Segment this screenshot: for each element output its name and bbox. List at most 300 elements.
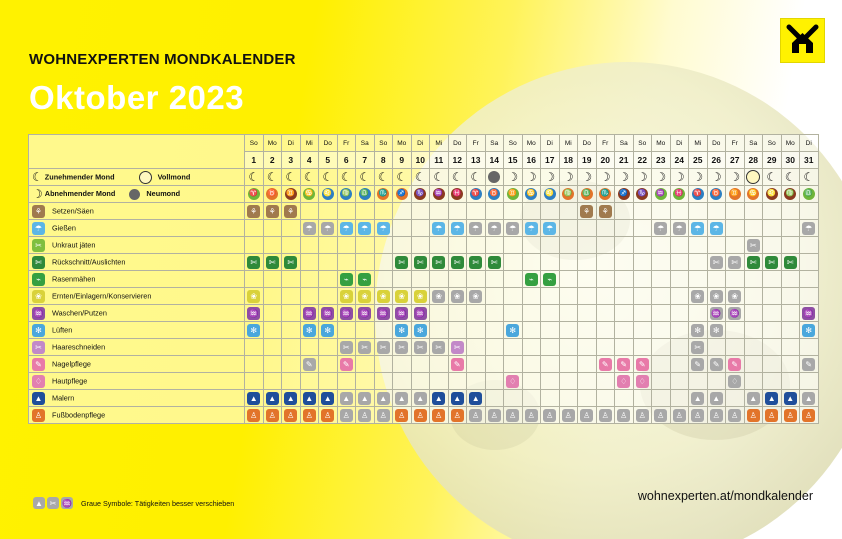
- activity-day-cell: [744, 305, 763, 322]
- activity-postpone-icon: ❀: [469, 290, 482, 303]
- activity-postpone-icon: ✻: [710, 324, 723, 337]
- activity-postpone-icon: ☂: [488, 222, 501, 235]
- weekday-cell: Mo: [393, 135, 412, 152]
- activity-postpone-icon: ❀: [710, 290, 723, 303]
- zodiac-cell: [485, 186, 504, 203]
- activity-day-cell: [356, 339, 375, 356]
- activity-day-cell: [781, 407, 800, 424]
- activity-day-cell: [319, 305, 338, 322]
- activity-row: [29, 305, 819, 322]
- zodiac-cell: [319, 186, 338, 203]
- activity-postpone-icon: ❀: [691, 290, 704, 303]
- moon-phase-cell: [300, 169, 319, 186]
- activity-label-cell: [29, 407, 245, 424]
- activity-favorable-icon: ❀: [395, 290, 408, 303]
- moon-phase-cell: [245, 169, 264, 186]
- activity-day-cell: [652, 322, 671, 339]
- activity-postpone-icon: ✂: [414, 341, 427, 354]
- activity-postpone-icon: ☂: [802, 222, 815, 235]
- activity-day-cell: [467, 203, 486, 220]
- activity-day-cell: [282, 271, 301, 288]
- activity-day-cell: [689, 339, 708, 356]
- activity-day-cell: [763, 407, 782, 424]
- activity-day-cell: [504, 254, 523, 271]
- activity-label: Rückschnitt/Auslichten: [52, 256, 126, 266]
- activity-label: Rasenmähen: [52, 273, 96, 283]
- zodiac-sign-icon: ♎: [359, 188, 371, 200]
- activity-day-cell: [726, 203, 745, 220]
- new-moon-icon: [488, 171, 500, 183]
- weekday-cell: Sa: [744, 135, 763, 152]
- activity-day-cell: [356, 322, 375, 339]
- activity-day-cell: [485, 220, 504, 237]
- gray-painting-icon: ▲: [33, 497, 45, 509]
- activity-day-cell: [726, 271, 745, 288]
- activity-day-cell: [541, 271, 560, 288]
- zodiac-cell: [578, 186, 597, 203]
- activity-day-cell: [337, 322, 356, 339]
- activity-postpone-icon: ✂: [395, 341, 408, 354]
- moon-phase-cell: [615, 169, 634, 186]
- activity-day-cell: [800, 254, 819, 271]
- activity-day-cell: [448, 407, 467, 424]
- weekday-cell: Mi: [689, 135, 708, 152]
- zodiac-cell: [504, 186, 523, 203]
- moon-phase-cell: [726, 169, 745, 186]
- activity-day-cell: [263, 305, 282, 322]
- activity-day-cell: [633, 390, 652, 407]
- zodiac-sign-icon: ♋: [525, 188, 537, 200]
- activity-day-cell: [245, 288, 264, 305]
- activity-day-cell: [726, 407, 745, 424]
- activity-day-cell: [522, 339, 541, 356]
- activity-icon: ✂: [32, 341, 45, 354]
- activity-day-cell: [578, 305, 597, 322]
- activity-row: [29, 220, 819, 237]
- zodiac-sign-icon: ♈: [470, 188, 482, 200]
- zodiac-cell: [393, 186, 412, 203]
- activity-favorable-icon: ☂: [358, 222, 371, 235]
- activity-day-cell: [337, 390, 356, 407]
- moon-phase-cell: [263, 169, 282, 186]
- activity-day-cell: [448, 288, 467, 305]
- activity-day-cell: [504, 407, 523, 424]
- activity-day-cell: [393, 220, 412, 237]
- activity-day-cell: [615, 390, 634, 407]
- zodiac-sign-icon: ♓: [451, 188, 463, 200]
- zodiac-sign-icon: ♒: [655, 188, 667, 200]
- day-number-cell: 8: [374, 152, 393, 169]
- activity-day-cell: [411, 288, 430, 305]
- month-title: Oktober 2023: [29, 79, 245, 116]
- activity-favorable-icon: ✻: [303, 324, 316, 337]
- legend-waning-label: Abnehmender Mond: [44, 188, 116, 198]
- zodiac-cell: [282, 186, 301, 203]
- activity-day-cell: [522, 237, 541, 254]
- activity-label-cell: [29, 356, 245, 373]
- activity-day-cell: [393, 356, 412, 373]
- activity-day-cell: [726, 373, 745, 390]
- activity-day-cell: [559, 237, 578, 254]
- activity-day-cell: [596, 237, 615, 254]
- activity-favorable-icon: ♒: [378, 308, 389, 318]
- activity-day-cell: [448, 203, 467, 220]
- activity-day-cell: [430, 322, 449, 339]
- activity-postpone-icon: ✻: [691, 324, 704, 337]
- activity-day-cell: [689, 373, 708, 390]
- activity-day-cell: [763, 305, 782, 322]
- zodiac-sign-icon: ♐: [618, 188, 630, 200]
- activity-favorable-icon: ▲: [247, 392, 260, 405]
- activity-day-cell: [652, 220, 671, 237]
- day-number-cell: 7: [356, 152, 375, 169]
- activity-day-cell: [411, 356, 430, 373]
- activity-day-cell: [781, 339, 800, 356]
- activity-day-cell: [467, 373, 486, 390]
- moon-phase-cell: [633, 169, 652, 186]
- activity-day-cell: [522, 288, 541, 305]
- activity-day-cell: [300, 356, 319, 373]
- day-number-cell: 29: [763, 152, 782, 169]
- activity-day-cell: [263, 237, 282, 254]
- activity-day-cell: [300, 390, 319, 407]
- activity-favorable-icon: ✻: [321, 324, 334, 337]
- activity-icon: ⌁: [32, 273, 45, 286]
- moon-phase-cell: [559, 169, 578, 186]
- activity-favorable-icon: ✄: [765, 256, 778, 269]
- activity-label-cell: [29, 322, 245, 339]
- activity-day-cell: [393, 390, 412, 407]
- zodiac-sign-icon: ♊: [507, 188, 519, 200]
- activity-day-cell: [374, 305, 393, 322]
- activity-day-cell: [522, 305, 541, 322]
- raiffeisen-logo-icon: [780, 18, 825, 63]
- activity-postpone-icon: ✂: [432, 341, 445, 354]
- activity-day-cell: [263, 254, 282, 271]
- activity-day-cell: [467, 220, 486, 237]
- activity-label-cell: [29, 271, 245, 288]
- gray-scissors-icon: ✂: [47, 497, 59, 509]
- activity-label: Lüften: [52, 324, 73, 334]
- waxing-moon-icon: ☽: [507, 170, 519, 184]
- activity-day-cell: [393, 407, 412, 424]
- activity-day-cell: [504, 390, 523, 407]
- activity-day-cell: [411, 339, 430, 356]
- activity-day-cell: [467, 288, 486, 305]
- activity-day-cell: [615, 407, 634, 424]
- waning-moon-icon: ☾: [340, 170, 352, 184]
- waning-moon-icon: ☾: [784, 170, 796, 184]
- moon-phase-cell: [411, 169, 430, 186]
- activity-day-cell: [541, 390, 560, 407]
- moon-phase-cell: [578, 169, 597, 186]
- activity-day-cell: [411, 305, 430, 322]
- zodiac-sign-icon: ♉: [266, 188, 278, 200]
- activity-day-cell: [504, 203, 523, 220]
- activity-day-cell: [689, 288, 708, 305]
- moon-phase-cell: [356, 169, 375, 186]
- activity-favorable-icon: ✄: [432, 256, 445, 269]
- moon-phase-cell: [744, 169, 763, 186]
- activity-day-cell: [374, 203, 393, 220]
- activity-day-cell: [559, 407, 578, 424]
- moon-phase-cell: [504, 169, 523, 186]
- activity-day-cell: [245, 322, 264, 339]
- weekday-cell: Sa: [356, 135, 375, 152]
- activity-day-cell: [356, 203, 375, 220]
- activity-postpone-icon: ▲: [691, 392, 704, 405]
- weekday-cell: Di: [670, 135, 689, 152]
- activity-day-cell: [689, 237, 708, 254]
- activity-day-cell: [596, 288, 615, 305]
- activity-day-cell: [374, 407, 393, 424]
- activity-day-cell: [781, 288, 800, 305]
- activity-postpone-icon: ☂: [673, 222, 686, 235]
- activity-day-cell: [559, 390, 578, 407]
- activity-day-cell: [430, 271, 449, 288]
- activity-favorable-icon: ☂: [340, 222, 353, 235]
- activity-day-cell: [300, 237, 319, 254]
- waning-moon-icon: ☾: [303, 170, 315, 184]
- waning-moon-icon: ☾: [266, 170, 278, 184]
- activity-day-cell: [707, 254, 726, 271]
- activity-day-cell: [337, 407, 356, 424]
- activity-day-cell: [800, 390, 819, 407]
- activity-day-cell: [596, 339, 615, 356]
- activity-day-cell: [393, 322, 412, 339]
- moon-phase-cell: [707, 169, 726, 186]
- new-moon-icon: [129, 189, 140, 200]
- activity-day-cell: [726, 356, 745, 373]
- activity-postpone-icon: ☂: [321, 222, 334, 235]
- activity-day-cell: [578, 339, 597, 356]
- activity-day-cell: [448, 237, 467, 254]
- zodiac-cell: [522, 186, 541, 203]
- activity-icon: ♒: [33, 308, 44, 318]
- activity-day-cell: [282, 203, 301, 220]
- activity-day-cell: [356, 288, 375, 305]
- activity-postpone-icon: ✂: [747, 239, 760, 252]
- activity-favorable-icon: ⌁: [358, 273, 371, 286]
- activity-favorable-icon: ♙: [765, 409, 778, 422]
- activity-day-cell: [485, 407, 504, 424]
- activity-day-cell: [652, 271, 671, 288]
- activity-postpone-icon: ▲: [358, 392, 371, 405]
- zodiac-cell: [448, 186, 467, 203]
- activity-favorable-icon: ✻: [506, 324, 519, 337]
- activity-day-cell: [744, 254, 763, 271]
- activity-day-cell: [300, 373, 319, 390]
- activity-day-cell: [763, 356, 782, 373]
- activity-day-cell: [596, 254, 615, 271]
- activity-favorable-icon: ✎: [728, 358, 741, 371]
- activity-favorable-icon: ▲: [284, 392, 297, 405]
- activity-day-cell: [263, 220, 282, 237]
- activity-day-cell: [652, 203, 671, 220]
- activity-day-cell: [430, 390, 449, 407]
- activity-row: [29, 339, 819, 356]
- activity-postpone-icon: ☂: [506, 222, 519, 235]
- activity-day-cell: [522, 220, 541, 237]
- activity-day-cell: [448, 271, 467, 288]
- day-number-cell: 6: [337, 152, 356, 169]
- activity-day-cell: [300, 407, 319, 424]
- waxing-moon-icon: ☽: [710, 170, 722, 184]
- activity-day-cell: [744, 339, 763, 356]
- activity-day-cell: [245, 254, 264, 271]
- activity-favorable-icon: ♢: [636, 375, 649, 388]
- activity-day-cell: [300, 305, 319, 322]
- activity-day-cell: [485, 237, 504, 254]
- activity-postpone-icon: ▲: [747, 392, 760, 405]
- activity-day-cell: [744, 203, 763, 220]
- day-number-cell: 14: [485, 152, 504, 169]
- activity-day-cell: [374, 237, 393, 254]
- zodiac-cell: [615, 186, 634, 203]
- zodiac-sign-icon: ♈: [692, 188, 704, 200]
- activity-day-cell: [319, 220, 338, 237]
- activity-day-cell: [763, 237, 782, 254]
- waxing-moon-icon: ☽: [544, 170, 556, 184]
- activity-day-cell: [541, 322, 560, 339]
- weekday-cell: Mi: [430, 135, 449, 152]
- activity-day-cell: [319, 288, 338, 305]
- activity-label: Unkraut jäten: [52, 239, 96, 249]
- waning-moon-icon: ☾: [470, 170, 482, 184]
- activity-day-cell: [448, 322, 467, 339]
- activity-day-cell: [485, 288, 504, 305]
- weekday-cell: Fr: [467, 135, 486, 152]
- zodiac-cell: [245, 186, 264, 203]
- activity-day-cell: [245, 305, 264, 322]
- activity-day-cell: [504, 339, 523, 356]
- activity-day-cell: [300, 254, 319, 271]
- activity-row: [29, 322, 819, 339]
- activity-day-cell: [282, 305, 301, 322]
- activity-day-cell: [707, 203, 726, 220]
- activity-day-cell: [411, 254, 430, 271]
- activity-favorable-icon: ⌁: [543, 273, 556, 286]
- zodiac-cell: [300, 186, 319, 203]
- activity-day-cell: [615, 203, 634, 220]
- activity-day-cell: [448, 356, 467, 373]
- zodiac-cell: [763, 186, 782, 203]
- activity-day-cell: [282, 254, 301, 271]
- activity-day-cell: [541, 254, 560, 271]
- activity-postpone-icon: ♙: [469, 409, 482, 422]
- activity-label-cell: [29, 305, 245, 322]
- activity-day-cell: [652, 305, 671, 322]
- activity-favorable-icon: ⚘: [247, 205, 260, 218]
- weekday-row: [29, 135, 819, 152]
- activity-day-cell: [633, 288, 652, 305]
- waxing-moon-icon: ☾: [32, 170, 43, 184]
- waxing-moon-icon: ☽: [729, 170, 741, 184]
- zodiac-cell: [411, 186, 430, 203]
- zodiac-cell: [374, 186, 393, 203]
- activity-day-cell: [448, 339, 467, 356]
- activity-postpone-icon: ❀: [451, 290, 464, 303]
- activity-favorable-icon: ♙: [321, 409, 334, 422]
- activity-favorable-icon: ▲: [469, 392, 482, 405]
- activity-icon: ✂: [32, 239, 45, 252]
- activity-favorable-icon: ♒: [396, 308, 407, 318]
- activity-day-cell: [800, 407, 819, 424]
- activity-day-cell: [652, 373, 671, 390]
- activity-day-cell: [578, 390, 597, 407]
- activity-day-cell: [467, 407, 486, 424]
- activity-favorable-icon: ♙: [451, 409, 464, 422]
- activity-postpone-icon: ♙: [562, 409, 575, 422]
- activity-label: Nagelpflege: [52, 358, 91, 368]
- activity-favorable-icon: ❀: [414, 290, 427, 303]
- activity-label-cell: [29, 254, 245, 271]
- day-number-cell: 26: [707, 152, 726, 169]
- zodiac-sign-icon: ♉: [488, 188, 500, 200]
- zodiac-sign-icon: ♎: [581, 188, 593, 200]
- activity-day-cell: [559, 254, 578, 271]
- activity-day-cell: [633, 254, 652, 271]
- waning-moon-icon: ☾: [433, 170, 445, 184]
- activity-day-cell: [744, 288, 763, 305]
- activity-favorable-icon: ✄: [266, 256, 279, 269]
- legend-waxing-full: [29, 169, 245, 186]
- activity-postpone-icon: ▲: [710, 392, 723, 405]
- activity-day-cell: [319, 390, 338, 407]
- activity-row: [29, 271, 819, 288]
- activity-day-cell: [245, 271, 264, 288]
- activity-label: Setzen/Säen: [52, 205, 94, 215]
- activity-day-cell: [263, 271, 282, 288]
- zodiac-cell: [800, 186, 819, 203]
- activity-day-cell: [319, 237, 338, 254]
- activity-day-cell: [707, 407, 726, 424]
- activity-favorable-icon: ♢: [506, 375, 519, 388]
- zodiac-sign-icon: ♓: [673, 188, 685, 200]
- waning-moon-icon: ☾: [248, 170, 260, 184]
- activity-day-cell: [744, 237, 763, 254]
- weekday-cell: Sa: [615, 135, 634, 152]
- activity-day-cell: [578, 271, 597, 288]
- activity-day-cell: [448, 254, 467, 271]
- activity-day-cell: [485, 305, 504, 322]
- waxing-moon-icon: ☽: [525, 170, 537, 184]
- activity-day-cell: [726, 288, 745, 305]
- activity-day-cell: [633, 322, 652, 339]
- activity-day-cell: [800, 271, 819, 288]
- activity-day-cell: [763, 271, 782, 288]
- activity-day-cell: [393, 271, 412, 288]
- zodiac-cell: [633, 186, 652, 203]
- activity-day-cell: [707, 373, 726, 390]
- waning-moon-icon: ☽: [32, 187, 43, 201]
- activity-day-cell: [522, 203, 541, 220]
- activity-day-cell: [356, 356, 375, 373]
- activity-day-cell: [633, 356, 652, 373]
- activity-day-cell: [596, 390, 615, 407]
- activity-day-cell: [319, 407, 338, 424]
- activity-favorable-icon: ☂: [451, 222, 464, 235]
- activity-favorable-icon: ✄: [284, 256, 297, 269]
- activity-day-cell: [781, 390, 800, 407]
- activity-day-cell: [559, 271, 578, 288]
- activity-day-cell: [744, 322, 763, 339]
- activity-day-cell: [726, 237, 745, 254]
- activity-day-cell: [541, 305, 560, 322]
- activity-icon: ❀: [32, 290, 45, 303]
- weekday-cell: Do: [319, 135, 338, 152]
- activity-day-cell: [430, 203, 449, 220]
